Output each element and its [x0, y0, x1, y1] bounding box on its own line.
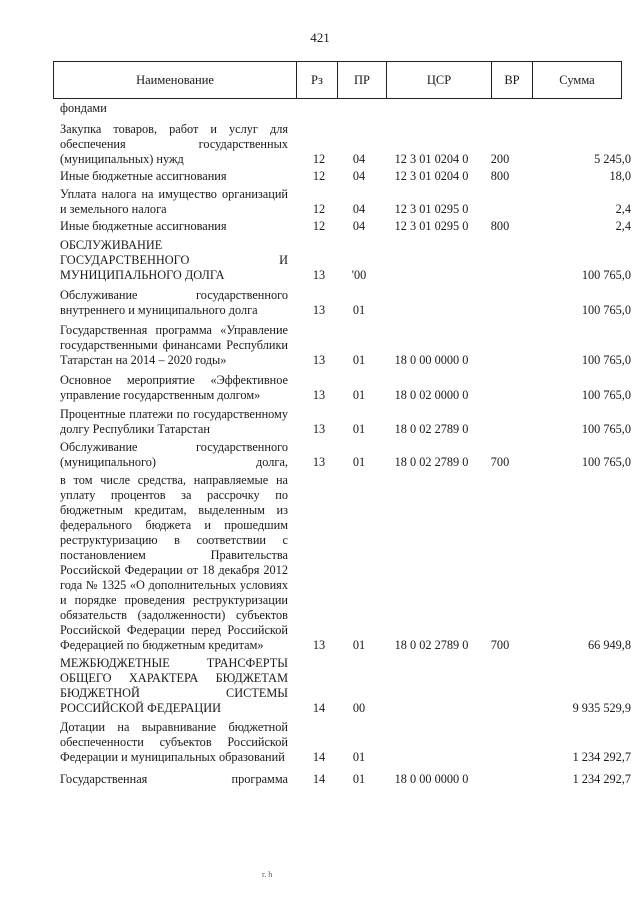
- row-sum: 2,4: [615, 219, 631, 233]
- footer-mark: r. h: [262, 870, 273, 879]
- row-rz: 13: [312, 303, 326, 317]
- table-row: [0, 720, 640, 765]
- table-row: [0, 407, 640, 437]
- row-pr: 04: [352, 202, 366, 216]
- row-rz: 14: [312, 772, 326, 786]
- row-vr: [483, 187, 517, 217]
- row-name: Обслуживание государственного внутреннего и муниципального долга: [60, 288, 288, 317]
- table-row: [0, 122, 640, 167]
- row-pr: 01: [352, 772, 366, 786]
- row-vr: [483, 238, 517, 283]
- row-vr: [483, 101, 517, 116]
- row-vr: [483, 656, 517, 716]
- table-row: [0, 238, 640, 283]
- row-pr: 01: [352, 750, 366, 764]
- row-name: Дотации на выравнивание бюджетной обеспеченности субъектов Российской Федерации и муниципальных образований: [60, 720, 288, 764]
- table-row: [0, 288, 640, 318]
- row-rz: 12: [312, 219, 326, 233]
- row-rz: 13: [312, 353, 326, 367]
- table-body: [0, 101, 640, 787]
- table-row: [0, 219, 640, 234]
- row-csr: 18 0 02 2789 0: [394, 455, 469, 469]
- row-sum: [521, 101, 631, 116]
- page-number: 421: [310, 30, 330, 45]
- row-sum: 100 765,0: [581, 303, 631, 317]
- row-rz: 12: [312, 169, 326, 183]
- row-rz: 13: [312, 388, 326, 402]
- column-header-csr: ЦСР: [387, 62, 492, 98]
- row-pr: '00: [351, 268, 367, 282]
- row-csr: 18 0 00 0000 0: [394, 772, 469, 786]
- row-name: Государственная программа: [60, 772, 288, 786]
- row-rz: 13: [312, 638, 326, 652]
- row-csr: 12 3 01 0204 0: [394, 169, 469, 183]
- row-name: Процентные платежи по государственному долгу Республики Татарстан: [60, 407, 288, 436]
- table-row: [0, 772, 640, 787]
- row-pr: 04: [352, 219, 366, 233]
- row-sum: 100 765,0: [581, 455, 631, 469]
- row-sum: 100 765,0: [581, 353, 631, 367]
- row-pr: [344, 101, 374, 116]
- row-sum: 100 765,0: [581, 388, 631, 402]
- column-header-sum: Сумма: [559, 72, 595, 87]
- column-header-rz: Рз: [297, 62, 338, 98]
- row-name: Обслуживание государственного (муниципального) долга,: [60, 440, 288, 469]
- row-pr: 01: [352, 455, 366, 469]
- row-csr: [384, 288, 479, 318]
- row-vr: [483, 407, 517, 437]
- row-rz: 14: [312, 750, 326, 764]
- row-sum: 5 245,0: [594, 152, 631, 166]
- table-row: [0, 169, 640, 184]
- row-pr: 01: [352, 422, 366, 436]
- row-csr: 12 3 01 0295 0: [394, 219, 469, 233]
- row-rz: 12: [312, 152, 326, 166]
- row-vr: [483, 288, 517, 318]
- row-sum: 100 765,0: [581, 268, 631, 282]
- row-vr: 700: [490, 455, 510, 469]
- row-pr: 00: [352, 701, 366, 715]
- row-pr: 01: [352, 388, 366, 402]
- row-csr: [384, 101, 479, 116]
- column-header-vr: ВР: [492, 62, 533, 98]
- row-vr: [483, 323, 517, 368]
- table-row: [0, 656, 640, 716]
- row-name: Государственная программа «Управление государственными финансами Республики Татарстан на 2014 – 2020 годы»: [60, 323, 288, 367]
- row-rz: 12: [312, 202, 326, 216]
- row-pr: 01: [352, 303, 366, 317]
- row-csr: 18 0 02 2789 0: [394, 638, 469, 652]
- row-csr: 18 0 00 0000 0: [394, 353, 469, 367]
- row-name: Иные бюджетные ассигнования: [60, 219, 227, 233]
- row-sum: 100 765,0: [581, 422, 631, 436]
- row-name: Основное мероприятие «Эффективное управление государственным долгом»: [60, 373, 288, 402]
- table-row: [0, 440, 640, 470]
- row-sum: 2,4: [615, 202, 631, 216]
- row-name: Иные бюджетные ассигнования: [60, 169, 227, 183]
- row-sum: 66 949,8: [587, 638, 631, 652]
- row-pr: 01: [352, 638, 366, 652]
- row-rz: 13: [312, 268, 326, 282]
- row-csr: [384, 720, 479, 765]
- row-pr: 04: [352, 152, 366, 166]
- table-row: [0, 473, 640, 653]
- row-vr: [483, 772, 517, 787]
- table-row: [0, 101, 640, 116]
- column-header-name: Наименование: [54, 62, 297, 98]
- row-vr: [483, 373, 517, 403]
- row-vr: 800: [490, 219, 510, 233]
- row-name: МЕЖБЮДЖЕТНЫЕ ТРАНСФЕРТЫ ОБЩЕГО ХАРАКТЕРА БЮДЖЕТАМ БЮДЖЕТНОЙ СИСТЕМЫ РОССИЙСКОЙ ФЕДЕРАЦИИ: [60, 656, 288, 715]
- row-csr: [384, 238, 479, 283]
- table-row: [0, 323, 640, 368]
- row-sum: 1 234 292,7: [572, 772, 631, 786]
- row-sum: 18,0: [609, 169, 631, 183]
- row-pr: 01: [352, 353, 366, 367]
- row-pr: 04: [352, 169, 366, 183]
- row-rz: 13: [312, 422, 326, 436]
- row-vr: 700: [490, 638, 510, 652]
- row-rz: [308, 101, 330, 116]
- row-csr: 12 3 01 0295 0: [394, 202, 469, 216]
- row-rz: 14: [312, 701, 326, 715]
- row-vr: [483, 720, 517, 765]
- row-vr: 800: [490, 169, 510, 183]
- table-row: [0, 373, 640, 403]
- table-row: [0, 187, 640, 217]
- row-sum: 1 234 292,7: [572, 750, 631, 764]
- row-csr: [384, 656, 479, 716]
- row-name: Закупка товаров, работ и услуг для обеспечения государственных (муниципальных) нужд: [60, 122, 288, 166]
- row-csr: 18 0 02 2789 0: [394, 422, 469, 436]
- row-name: фондами: [60, 101, 107, 115]
- row-vr: 200: [490, 152, 510, 166]
- row-csr: 12 3 01 0204 0: [394, 152, 469, 166]
- column-header-pr: ПР: [338, 62, 387, 98]
- row-sum: 9 935 529,9: [572, 701, 631, 715]
- row-name: Уплата налога на имущество организаций и земельного налога: [60, 187, 288, 216]
- row-name: в том числе средства, направляемые на уплату процентов за рассрочку по бюджетным кредитам, выделенным из федерального бюджета и прошедшим реструктуризацию в соответствии с постановлением Правительства Российской Федерации от 18 декабря 2012 года № 1325 «О дополнительных условиях и порядке проведения реструктуризации обязательств (задолженности) субъектов Российской Федерации перед Российской Федерацией по бюджетным кредитам»: [60, 473, 288, 652]
- row-rz: 13: [312, 455, 326, 469]
- table-header: [53, 61, 622, 99]
- row-name: ОБСЛУЖИВАНИЕ ГОСУДАРСТВЕННОГО И МУНИЦИПАЛЬНОГО ДОЛГА: [60, 238, 288, 282]
- row-csr: 18 0 02 0000 0: [394, 388, 469, 402]
